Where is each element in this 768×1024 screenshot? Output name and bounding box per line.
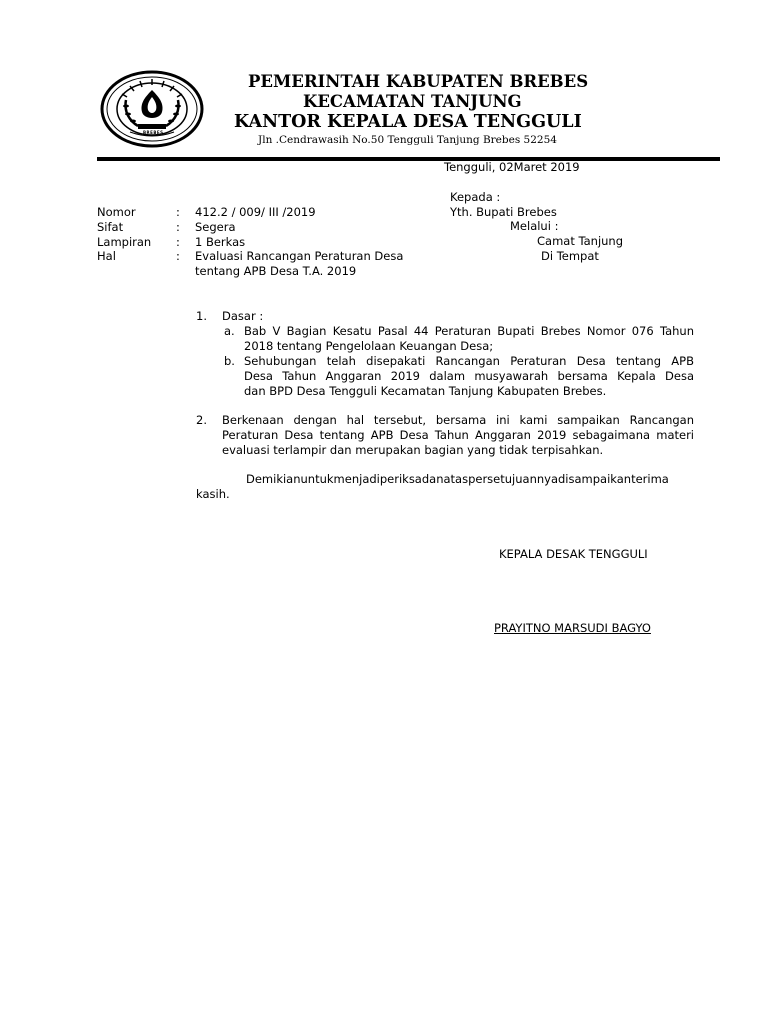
sub-b-letter: b.: [224, 354, 235, 368]
item-2-line-2: Peraturan Desa tentang APB Desa Tahun Anggaran 2019 sebagaimana materi: [222, 428, 694, 442]
meta-sep-hal: :: [176, 249, 180, 263]
meta-sep-nomor: :: [176, 205, 180, 219]
recipient-camat: Camat Tanjung: [537, 234, 624, 248]
sub-b-line-1: Sehubungan telah disepakati Rancangan Peraturan Desa tentang APB: [244, 354, 694, 368]
date-line: Tengguli, 02Maret 2019: [444, 160, 580, 174]
item-1-title: Dasar :: [222, 309, 264, 323]
meta-value-lampiran: 1 Berkas: [195, 235, 246, 249]
signature-name: PRAYITNO MARSUDI BAGYO: [494, 621, 651, 635]
sub-b-line-2: Desa Tahun Anggaran 2019 dalam musyawarah bersama Kepala Desa: [244, 369, 694, 383]
letterhead-address: Jln .Cendrawasih No.50 Tengguli Tanjung Brebes 52254: [258, 134, 557, 146]
item-2-number: 2.: [196, 413, 207, 427]
sub-a-letter: a.: [224, 324, 235, 338]
meta-label-hal: Hal: [97, 249, 116, 263]
letterhead-line-1: PEMERINTAH KABUPATEN BREBES: [248, 72, 589, 91]
meta-sep-lampiran: :: [176, 235, 180, 249]
meta-label-lampiran: Lampiran: [97, 235, 152, 249]
meta-value-hal: Evaluasi Rancangan Peraturan Desa: [195, 249, 404, 263]
logo-caption: BREBES: [143, 130, 164, 135]
item-2-line-1: Berkenaan dengan hal tersebut, bersama ini kami sampaikan Rancangan: [222, 413, 694, 427]
meta-label-nomor: Nomor: [97, 205, 136, 219]
meta-value-hal-line2: tentang APB Desa T.A. 2019: [195, 264, 357, 278]
meta-sep-sifat: :: [176, 220, 180, 234]
item-2-line-3: evaluasi terlampir dan merupakan bagian yang tidak terpisahkan.: [222, 443, 604, 457]
closing-line-2: kasih.: [196, 487, 230, 501]
item-1-number: 1.: [196, 309, 207, 323]
recipient-tempat: Di Tempat: [541, 249, 599, 263]
sub-b-line-3: dan BPD Desa Tengguli Kecamatan Tanjung Kabupaten Brebes.: [244, 384, 607, 398]
recipient-kepada: Kepada :: [450, 190, 501, 204]
sub-a-line-1: Bab V Bagian Kesatu Pasal 44 Peraturan Bupati Brebes Nomor 076 Tahun: [244, 324, 694, 338]
recipient-melalui: Melalui :: [510, 219, 559, 233]
sub-a-line-2: 2018 tentang Pengelolaan Keuangan Desa;: [244, 339, 494, 353]
letterhead-line-2: KECAMATAN TANJUNG: [303, 92, 522, 111]
closing-line-1: Demikianuntukmenjadiperiksadanataspersetujuannyadisampaikanterima: [246, 472, 669, 486]
letterhead-divider: [97, 157, 720, 161]
brebes-emblem-logo: [100, 70, 204, 148]
letterhead-line-3: KANTOR KEPALA DESA TENGGULI: [234, 112, 582, 132]
signature-title: KEPALA DESAK TENGGULI: [499, 547, 648, 561]
meta-value-nomor: 412.2 / 009/ III /2019: [195, 205, 316, 219]
meta-label-sifat: Sifat: [97, 220, 124, 234]
meta-value-sifat: Segera: [195, 220, 236, 234]
recipient-yth: Yth. Bupati Brebes: [450, 205, 557, 219]
